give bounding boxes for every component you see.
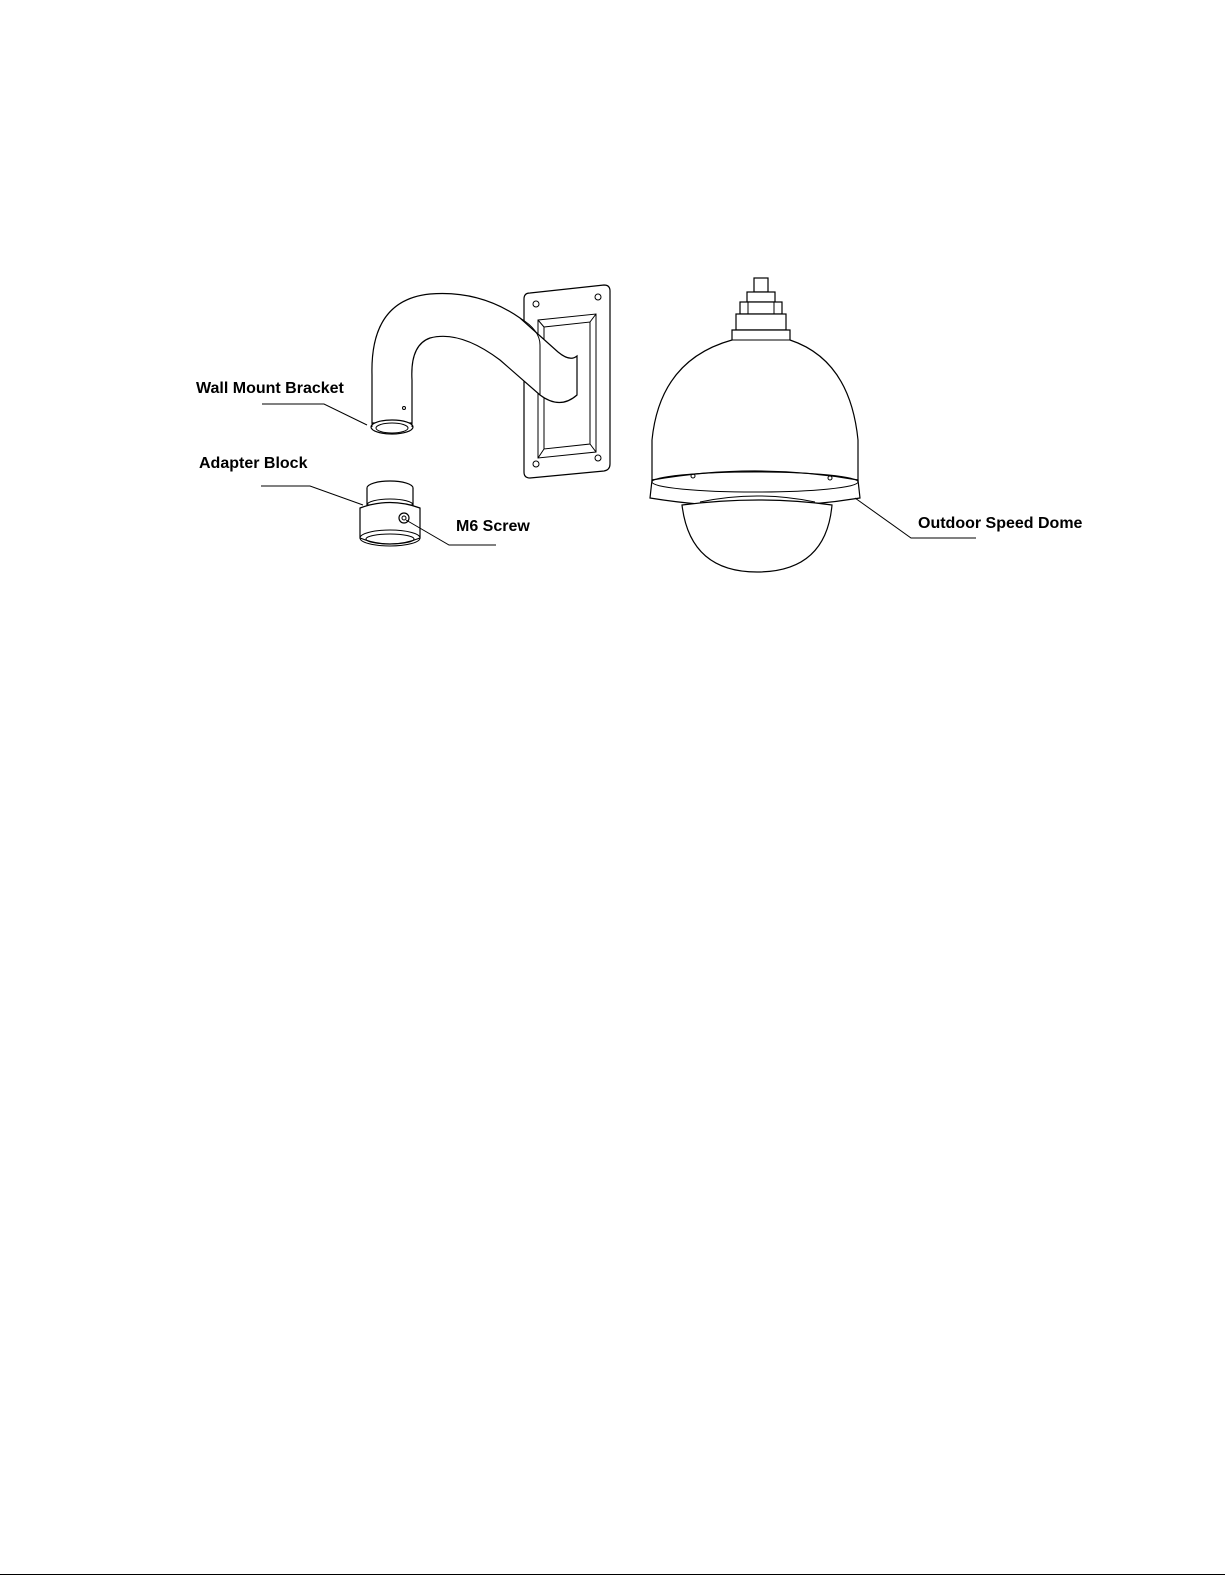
adapter-block-label: Adapter Block — [199, 455, 308, 472]
leader-wall-mount-bracket — [262, 404, 367, 425]
outdoor-speed-dome-label: Outdoor Speed Dome — [918, 515, 1083, 532]
footer-rule — [0, 1574, 1225, 1575]
leader-adapter-block — [261, 486, 363, 505]
m6-screw-label: M6 Screw — [456, 518, 530, 535]
adapter-block — [360, 481, 420, 546]
wall-mount-bracket-label: Wall Mount Bracket — [196, 380, 344, 397]
outdoor-speed-dome — [650, 278, 860, 572]
